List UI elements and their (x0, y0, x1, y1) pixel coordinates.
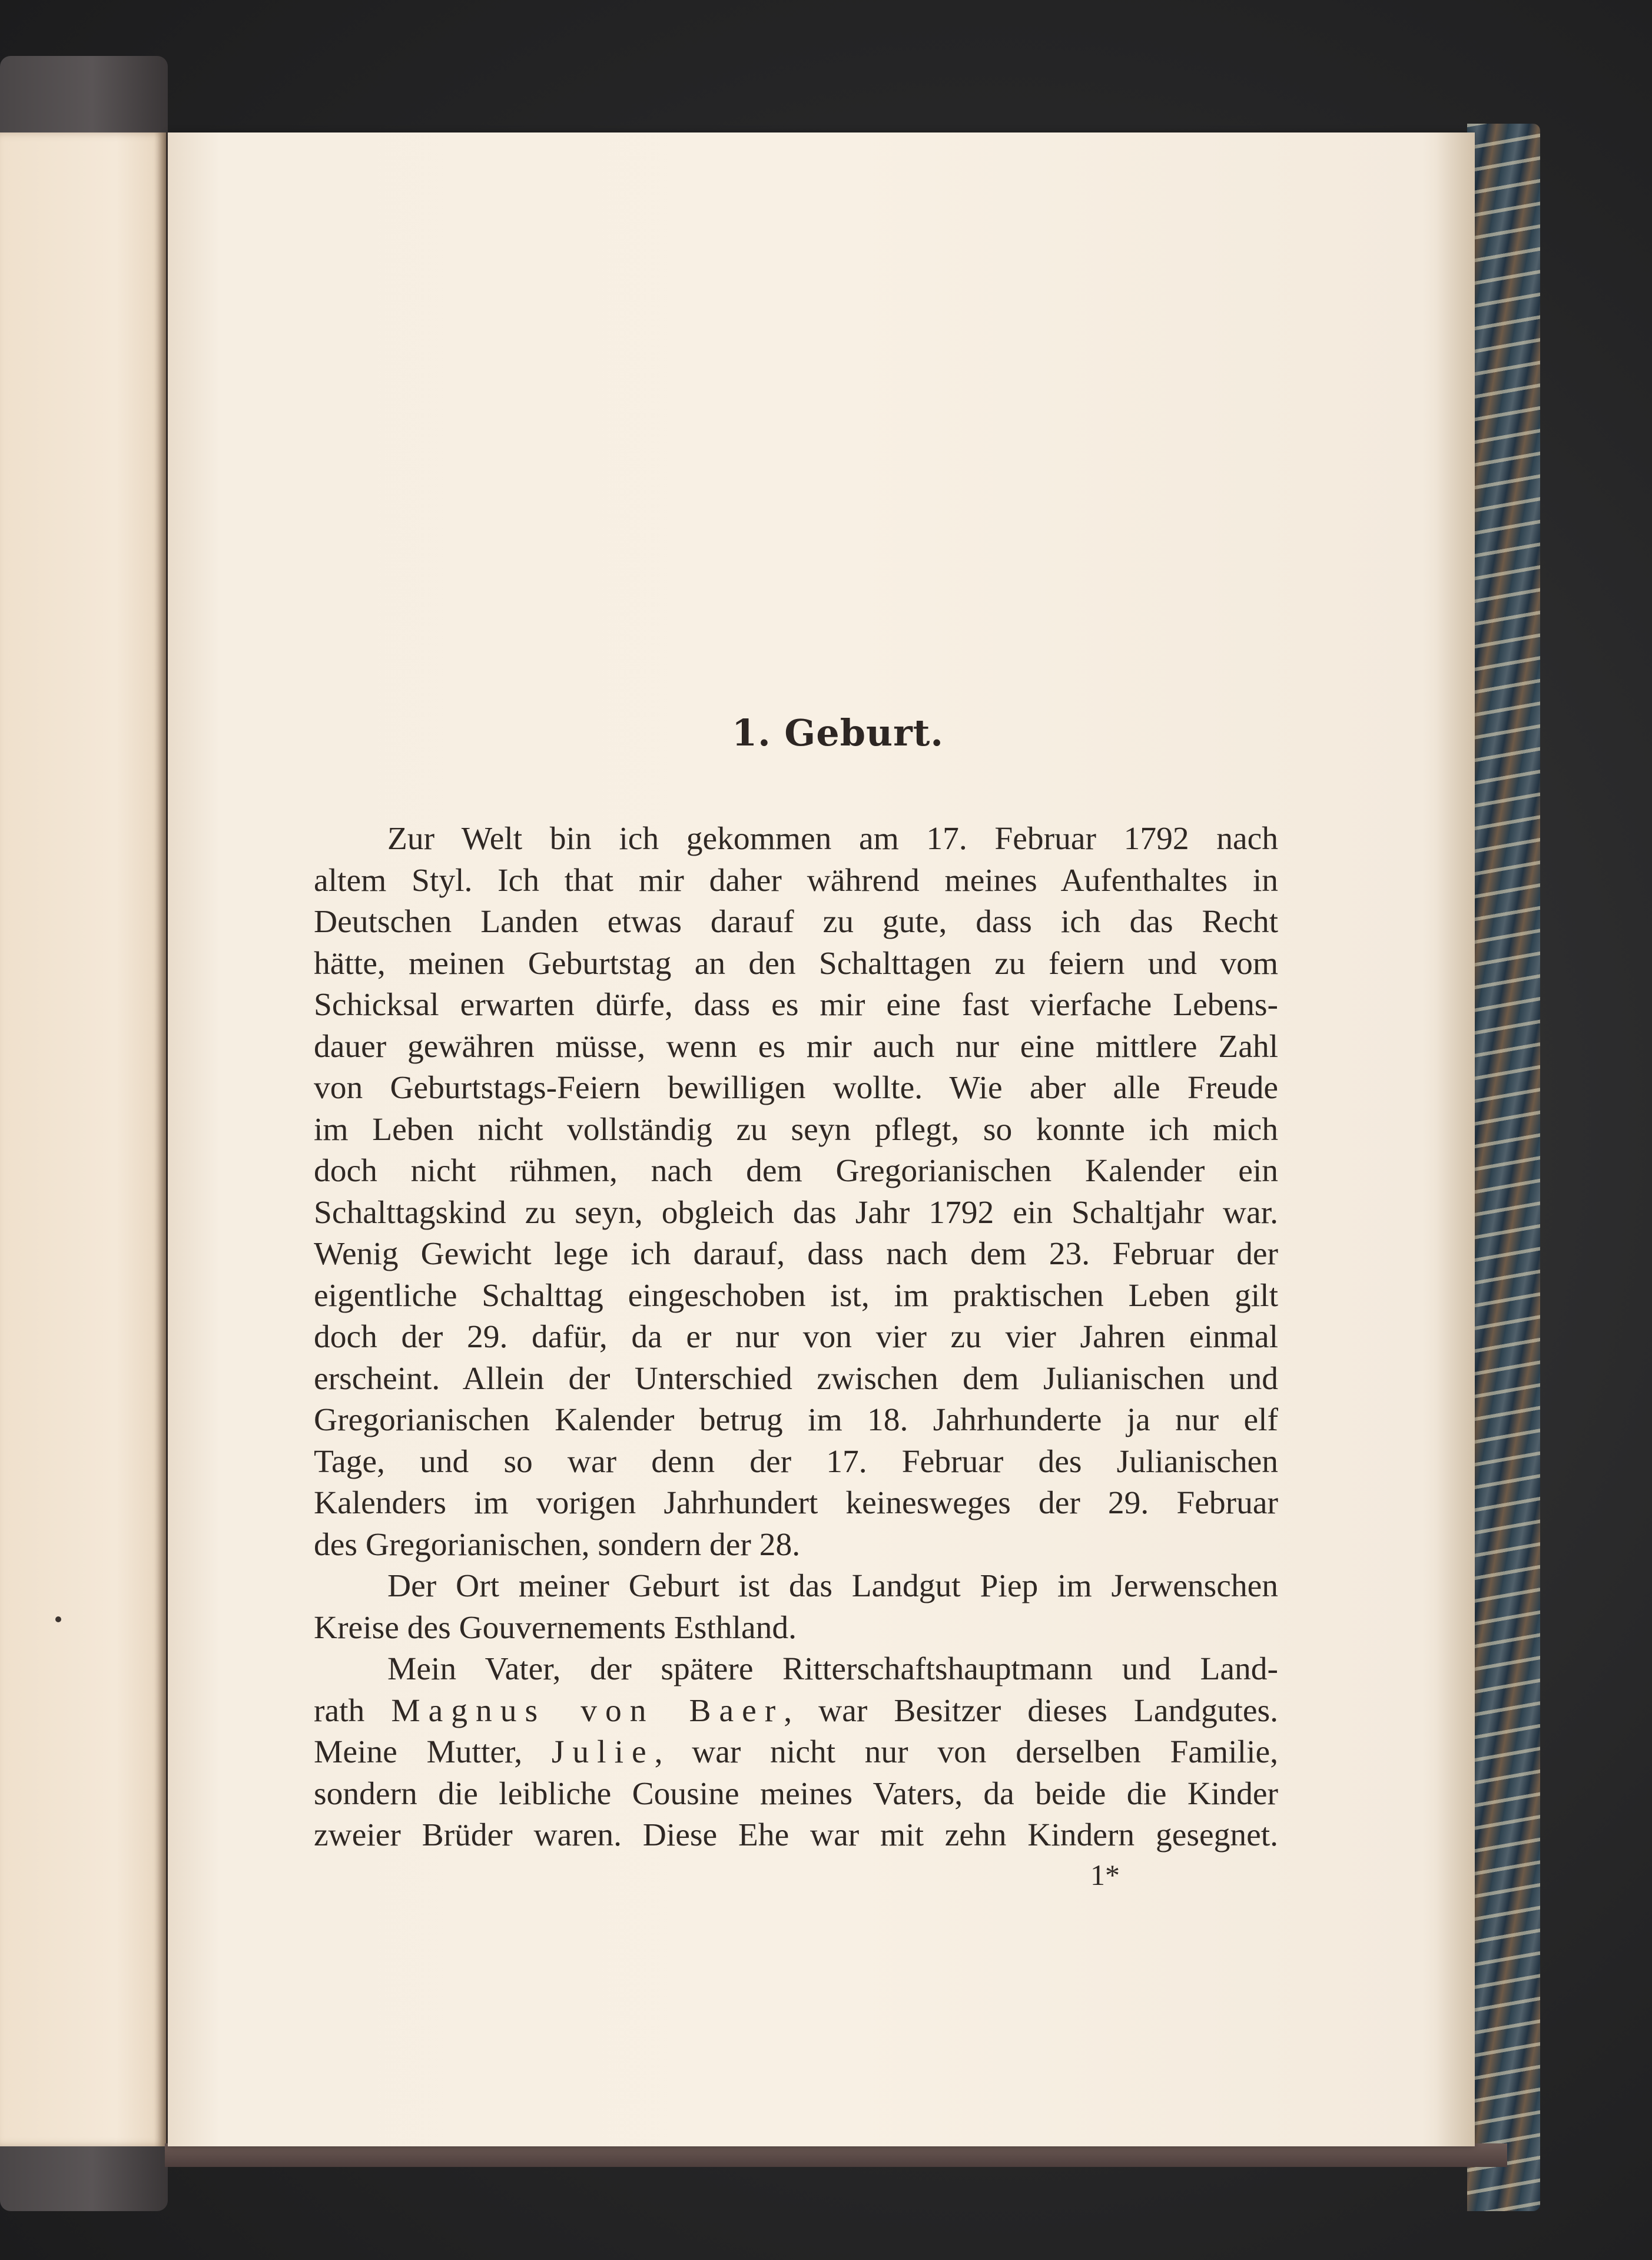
text-line: Schalttagskind zu seyn, obgleich das Jahr 1792 ein Schaltjahr war. (314, 1194, 1278, 1231)
father-name: Magnus von Baer (391, 1692, 784, 1729)
text-fragment: Meine Mutter, (314, 1734, 552, 1770)
text-line: Deutschen Landen etwas darauf zu gute, dass ich das Recht (314, 904, 1278, 940)
text-line (314, 1732, 1278, 1774)
text-line: Wenig Gewicht lege ich darauf, dass nach dem 23. Februar der (314, 1236, 1278, 1272)
text-line: Zur Welt bin ich gekommen am 17. Februar 1792 nach (387, 821, 1278, 857)
text-line: im Leben nicht vollständig zu seyn pflegt, so konnte ich mich (314, 1111, 1278, 1148)
text-line: des Gregorianischen, sondern der 28. (314, 1526, 801, 1563)
text-line: Kreise des Gouvernements Esthland. (314, 1609, 797, 1646)
text-line: sondern die leibliche Cousine meines Vaters, da beide die Kinder (314, 1775, 1278, 1812)
text-line (314, 1691, 1278, 1732)
text-fragment: , war nicht nur von derselben Familie, (654, 1734, 1278, 1770)
text-line: zweier Brüder waren. Diese Ehe war mit zehn Kindern gesegnet. (314, 1817, 1278, 1853)
mother-name: Julie (551, 1734, 655, 1770)
signature-mark: 1* (1090, 1858, 1120, 1891)
paragraph-3 (314, 1649, 1278, 1857)
text-line: doch der 29. dafür, da er nur von vier zu vier Jahren einmal (314, 1319, 1278, 1355)
body-text (314, 818, 1278, 1857)
text-line: altem Styl. Ich that mir daher während meines Aufenthaltes in (314, 862, 1278, 899)
text-line: Mein Vater, der spätere Ritterschaftshauptmann und Land- (387, 1651, 1278, 1687)
text-line: Der Ort meiner Geburt ist das Landgut Piep im Jerwenschen (387, 1568, 1278, 1604)
text-line: Kalenders im vorigen Jahrhundert keinesweges der 29. Februar (314, 1485, 1278, 1521)
text-fragment: , war Besitzer dieses Landgutes. (784, 1692, 1278, 1729)
text-line: Gregorianischen Kalender betrug im 18. Jahrhunderte ja nur elf (314, 1402, 1278, 1438)
text-line: von Geburtstags-Feiern bewilligen wollte. Wie aber alle Freude (314, 1070, 1278, 1106)
paragraph-2 (314, 1566, 1278, 1649)
paragraph-1 (314, 818, 1278, 1566)
text-line: eigentliche Schalttag eingeschoben ist, im praktischen Leben gilt (314, 1277, 1278, 1314)
text-line: dauer gewähren müsse, wenn es mir auch nur eine mittlere Zahl (314, 1028, 1278, 1065)
text-line: doch nicht rühmen, nach dem Gregorianischen Kalender ein (314, 1153, 1278, 1189)
marbled-page-edge (1467, 124, 1540, 2211)
text-fragment: rath (314, 1692, 392, 1729)
text-line: Schicksal erwarten dürfe, dass es mir eine fast vierfache Lebens- (314, 987, 1278, 1023)
left-page (0, 132, 166, 2146)
page-edge-shading (1437, 132, 1475, 2146)
left-page-speck (55, 1616, 61, 1622)
bottom-book-cover (165, 2143, 1507, 2167)
text-line: erscheint. Allein der Unterschied zwischen dem Julianischen und (314, 1360, 1278, 1397)
chapter-heading: 1. Geburt. (731, 711, 944, 754)
text-line: Tage, und so war denn der 17. Februar des Julianischen (314, 1443, 1278, 1480)
text-line: hätte, meinen Geburtstag an den Schalttagen zu feiern und vom (314, 945, 1278, 982)
